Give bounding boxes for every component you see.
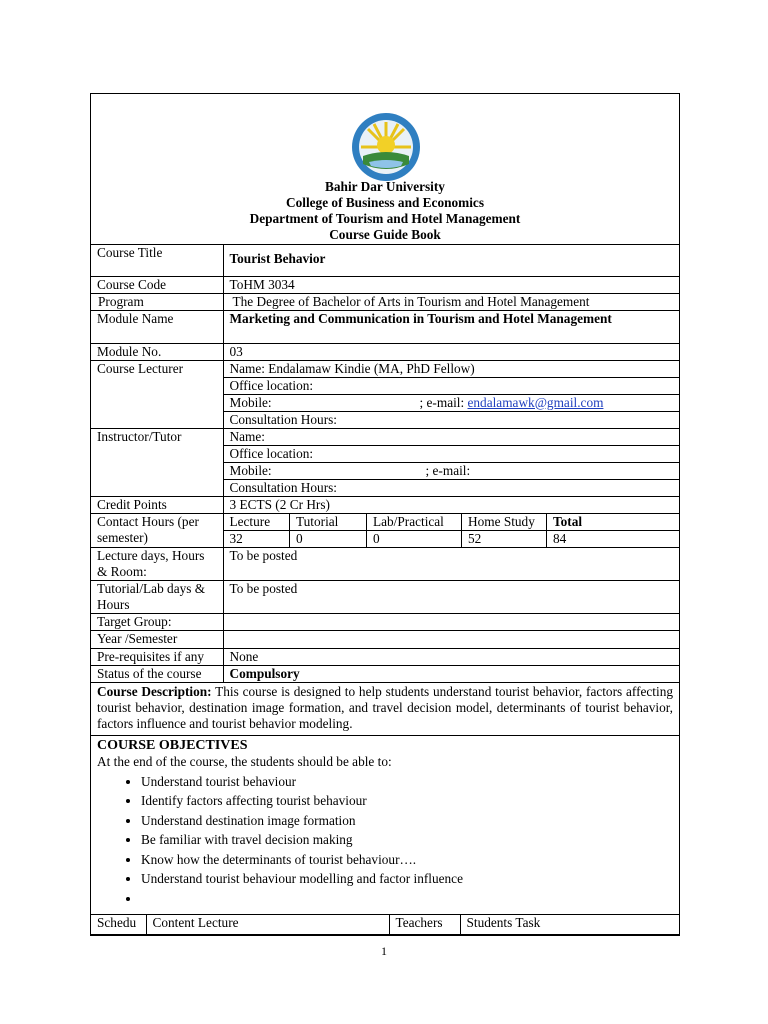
contact-value-lab: 0 [367, 530, 462, 547]
contact-header-lab: Lab/Practical [367, 514, 462, 531]
course-code-label: Course Code [91, 276, 223, 293]
row-program [91, 293, 679, 310]
contact-header-tutorial: Tutorial [290, 514, 367, 531]
objective-item: • Understand tourist behaviour modelling and factor influence [141, 869, 673, 889]
contact-header-total: Total [547, 514, 680, 531]
course-objectives [91, 735, 679, 915]
row-prerequisites [91, 648, 679, 665]
lecturer-name: Name: Endalamaw Kindie (MA, PhD Fellow) [224, 361, 680, 378]
row-lecture-days [91, 547, 679, 580]
objective-item [141, 889, 673, 909]
prerequisites-value: None [223, 648, 679, 665]
instructor-consultation: Consultation Hours: [224, 479, 680, 496]
row-course-lecturer [91, 360, 679, 428]
contact-header-home-study: Home Study [462, 514, 547, 531]
course-description-text: This course is designed to help students understand tourist behavior, factors affecting tourist behavior, destination image formation, and travel decision model, determinants of tourist behavior, factors influence and tourist behavior modeling. [97, 683, 673, 731]
row-schedule-header [91, 915, 679, 935]
college-name: College of Business and Economics [286, 195, 484, 210]
row-course-title [91, 245, 679, 276]
instructor-office: Office location: [224, 445, 680, 462]
prerequisites-label: Pre-requisites if any [91, 648, 223, 665]
lecturer-office: Office location: [224, 377, 680, 394]
module-name-label: Module Name [91, 310, 223, 343]
target-group-value [223, 613, 679, 630]
status-label: Status of the course [91, 665, 223, 682]
course-description-label: Course Description: [97, 683, 212, 699]
module-name-value: Marketing and Communication in Tourism and Hotel Management [223, 310, 679, 343]
row-contact-hours [91, 513, 679, 547]
instructor-mobile-label: Mobile: [229, 462, 272, 478]
university-logo-icon [351, 112, 421, 182]
objective-item: • Be familiar with travel decision making [141, 830, 673, 850]
course-title-label: Course Title [91, 245, 223, 276]
module-no-label: Module No. [91, 343, 223, 360]
row-tutorial-days [91, 580, 679, 613]
instructor-email-label: ; e-mail: [425, 462, 471, 478]
course-info-table [91, 245, 679, 935]
lecturer-consultation: Consultation Hours: [224, 411, 680, 428]
status-value: Compulsory [223, 665, 679, 682]
objective-item: • Understand destination image formation [141, 811, 673, 831]
objective-item: • Understand tourist behaviour [141, 772, 673, 792]
row-course-code [91, 276, 679, 293]
row-instructor [91, 428, 679, 496]
lecturer-mobile-label: Mobile: [229, 394, 272, 410]
schedule-header-students-task: Students Task [460, 915, 679, 934]
program-label: Program [91, 293, 223, 310]
lecturer-email-label: ; e-mail: [419, 394, 468, 410]
document-header [91, 94, 679, 245]
course-guide-table [90, 93, 680, 936]
program-value: The Degree of Bachelor of Arts in Tourism and Hotel Management [223, 293, 679, 310]
row-course-description [91, 682, 679, 735]
credit-points-label: Credit Points [91, 496, 223, 513]
schedule-header-content: Content Lecture [146, 915, 389, 934]
contact-value-home-study: 52 [462, 530, 547, 547]
row-status [91, 665, 679, 682]
module-no-value: 03 [223, 343, 679, 360]
row-credit-points [91, 496, 679, 513]
row-target-group [91, 613, 679, 630]
lecture-days-label: Lecture days, Hours & Room: [91, 547, 223, 580]
tutorial-days-label: Tutorial/Lab days & Hours [91, 580, 223, 613]
objectives-list [97, 772, 673, 909]
contact-header-lecture: Lecture [224, 514, 290, 531]
objective-item: • Know how the determinants of tourist behaviour…. [141, 850, 673, 870]
target-group-label: Target Group: [91, 613, 223, 630]
instructor-label: Instructor/Tutor [91, 428, 223, 496]
lecturer-contact [224, 394, 680, 411]
course-description [91, 682, 679, 735]
row-module-name [91, 310, 679, 343]
contact-value-lecture: 32 [224, 530, 290, 547]
document-title: Course Guide Book [329, 227, 441, 242]
instructor-contact [224, 462, 680, 479]
lecturer-email-link[interactable]: endalamawk@gmail.com [467, 394, 604, 410]
objectives-intro: At the end of the course, the students should be able to: [97, 753, 392, 769]
year-semester-value [223, 630, 679, 648]
course-code-value: ToHM 3034 [223, 276, 679, 293]
university-name: Bahir Dar University [325, 179, 445, 194]
page-number: 1 [381, 944, 387, 958]
year-semester-label: Year /Semester [91, 630, 223, 648]
schedule-header-teachers: Teachers [389, 915, 460, 934]
course-title-value: Tourist Behavior [223, 245, 679, 276]
credit-points-value: 3 ECTS (2 Cr Hrs) [223, 496, 679, 513]
lecture-days-value: To be posted [223, 547, 679, 580]
row-year-semester [91, 630, 679, 648]
row-course-objectives [91, 735, 679, 915]
contact-hours-table [224, 514, 680, 547]
objectives-title: COURSE OBJECTIVES [97, 737, 248, 753]
schedule-table [91, 915, 679, 934]
contact-value-tutorial: 0 [290, 530, 367, 547]
schedule-header-schedule: Schedu [91, 915, 146, 934]
contact-hours-label: Contact Hours (per semester) [91, 513, 223, 547]
course-lecturer-label: Course Lecturer [91, 360, 223, 428]
objective-item: • Identify factors affecting tourist behaviour [141, 791, 673, 811]
tutorial-days-value: To be posted [223, 580, 679, 613]
contact-value-total: 84 [547, 530, 680, 547]
instructor-name: Name: [224, 429, 680, 446]
department-name: Department of Tourism and Hotel Management [249, 211, 521, 226]
row-module-no [91, 343, 679, 360]
